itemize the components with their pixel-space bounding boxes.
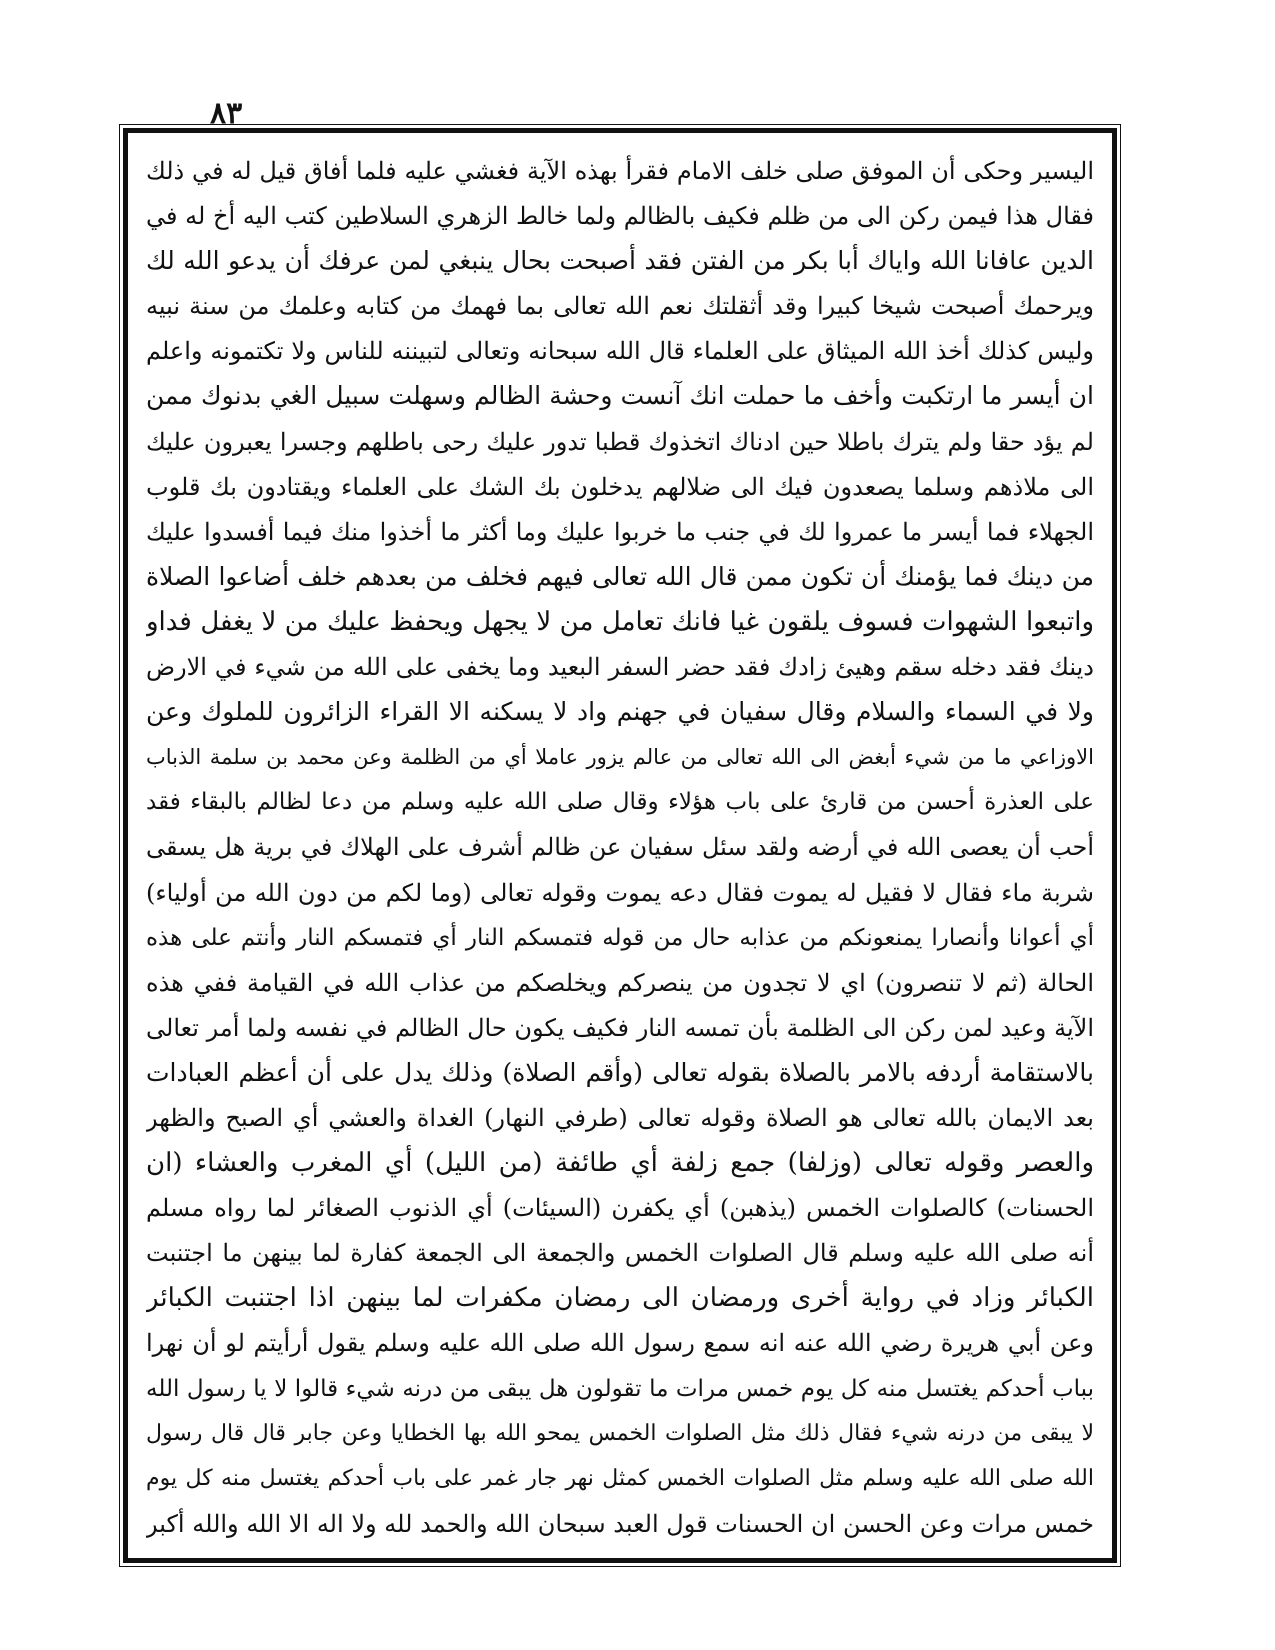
text-line: بعد الايمان بالله تعالى هو الصلاة وقوله تعالى (طرفي النهار) الغداة والعشي أي الصبح والظهر (146, 1103, 1094, 1132)
text-line: من دينك فما يؤمنك أن تكون ممن قال الله تعالى فيهم فخلف من بعدهم خلف أضاعوا الصلاة (146, 561, 1094, 591)
text-body (146, 151, 1094, 1544)
text-line: على العذرة أحسن من قارئ على باب هؤلاء وقال صلى الله عليه وسلم من دعا لظالم بالبقاء فقد (146, 789, 1094, 816)
text-line: ويرحمك أصبحت شيخا كبيرا وقد أثقلتك نعم الله تعالى بما فهمك من كتابه وعلمك من سنة نبيه (146, 292, 1094, 321)
text-frame (123, 128, 1117, 1563)
page-number: ٨٣ (210, 96, 243, 131)
text-line: الاوزاعي ما من شيء أبغض الى الله تعالى من عالم يزور عاملا أي من الظلمة وعن محمد بن سلمة الذباب (146, 745, 1094, 770)
text-line: بباب أحدكم يغتسل منه كل يوم خمس مرات ما تقولون هل يبقى من درنه شيء قالوا لا يا رسول الله (146, 1375, 1094, 1402)
text-line: خمس مرات وعن الحسن ان الحسنات قول العبد سبحان الله والحمد لله ولا اله الا الله والله أكبر (146, 1509, 1094, 1538)
text-line: الحالة (ثم لا تنصرون) اي لا تجدون من ينصركم ويخلصكم من عذاب الله في القيامة ففي هذه (146, 968, 1094, 997)
text-line: وعن أبي هريرة رضي الله عنه انه سمع رسول الله صلى الله عليه وسلم يقول أرأيتم لو أن نهرا (146, 1329, 1094, 1358)
text-line: الحسنات) كالصلوات الخمس (يذهبن) أي يكفرن (السيئات) أي الذنوب الصغائر لما رواه مسلم (146, 1194, 1094, 1223)
text-line: الله صلى الله عليه وسلم مثل الصلوات الخمس كمثل نهر جار غمر على باب أحدكم يغتسل منه كل يوم (146, 1465, 1094, 1491)
text-line: بالاستقامة أردفه بالامر بالصلاة بقوله تعالى (وأقم الصلاة) وذلك يدل على أن أعظم العبادات (146, 1057, 1094, 1087)
text-line: واتبعوا الشهوات فسوف يلقون غيا فانك تعامل من لا يجهل ويحفظ عليك من لا يغفل فداو (146, 606, 1094, 637)
text-line: الآية وعيد لمن ركن الى الظلمة بأن تمسه النار فكيف يكون حال الظالم في نفسه ولما أمر تعالى (146, 1013, 1094, 1042)
text-line: الكبائر وزاد في رواية أخرى ورمضان الى رمضان مكفرات لما بينهن اذا اجتنبت الكبائر (146, 1283, 1094, 1314)
text-line: ان أيسر ما ارتكبت وأخف ما حملت انك آنست وحشة الظالم وسهلت سبيل الغي بدنوك ممن (146, 381, 1094, 411)
text-line: الدين عافانا الله واياك أبا بكر من الفتن فقد أصبحت بحال ينبغي لمن عرفك أن يدعو الله لك (146, 246, 1094, 276)
text-line: دينك فقد دخله سقم وهيئ زادك فقد حضر السفر البعيد وما يخفى على الله من شيء في الارض (146, 653, 1094, 682)
text-line: شربة ماء فقال لا فقيل له يموت فقال دعه يموت وقوله تعالى (وما لكم من دون الله من أولياء) (146, 878, 1094, 907)
text-line: فقال هذا فيمن ركن الى من ظلم فكيف بالظالم ولما خالط الزهري السلاطين كتب اليه أخ له في (146, 202, 1094, 231)
text-line: اليسير وحكى أن الموفق صلى خلف الامام فقرأ بهذه الآية فغشي عليه فلما أفاق قيل له في ذلك (146, 157, 1094, 185)
text-line: لا يبقى من درنه شيء فقال ذلك مثل الصلوات الخمس يمحو الله بها الخطايا وعن جابر قال قال رسول (146, 1420, 1094, 1446)
text-line: الى ملاذهم وسلما يصعدون فيك الى ضلالهم يدخلون بك الشك على العلماء ويقتادون بك قلوب (146, 472, 1094, 501)
text-line: والعصر وقوله تعالى (وزلفا) جمع زلفة أي طائفة (من الليل) أي المغرب والعشاء (ان (146, 1148, 1094, 1179)
text-line: الجهلاء فما أيسر ما عمروا لك في جنب ما خربوا عليك وما أكثر ما أخذوا منك فيما أفسدوا عليك (146, 517, 1094, 546)
text-line: أي أعوانا وأنصارا يمنعونكم من عذابه حال من قوله فتمسكم النار أي فتمسكم النار وأنتم على هذه (146, 924, 1094, 951)
text-line: ولا في السماء والسلام وقال سفيان في جهنم واد لا يسكنه الا القراء الزائرون للملوك وعن (146, 697, 1094, 727)
text-line: وليس كذلك أخذ الله الميثاق على العلماء قال الله سبحانه وتعالى لتبيننه للناس ولا تكتمونه واعلم (146, 337, 1094, 366)
text-line: أنه صلى الله عليه وسلم قال الصلوات الخمس والجمعة الى الجمعة كفارة لما بينهن ما اجتنبت (146, 1239, 1094, 1268)
text-line: لم يؤد حقا ولم يترك باطلا حين ادناك اتخذوك قطبا تدور عليك رحى باطلهم وجسرا يعبرون عليك (146, 427, 1094, 456)
text-line: أحب أن يعصى الله في أرضه ولقد سئل سفيان عن ظالم أشرف على الهلاك في برية هل يسقى (146, 833, 1094, 862)
